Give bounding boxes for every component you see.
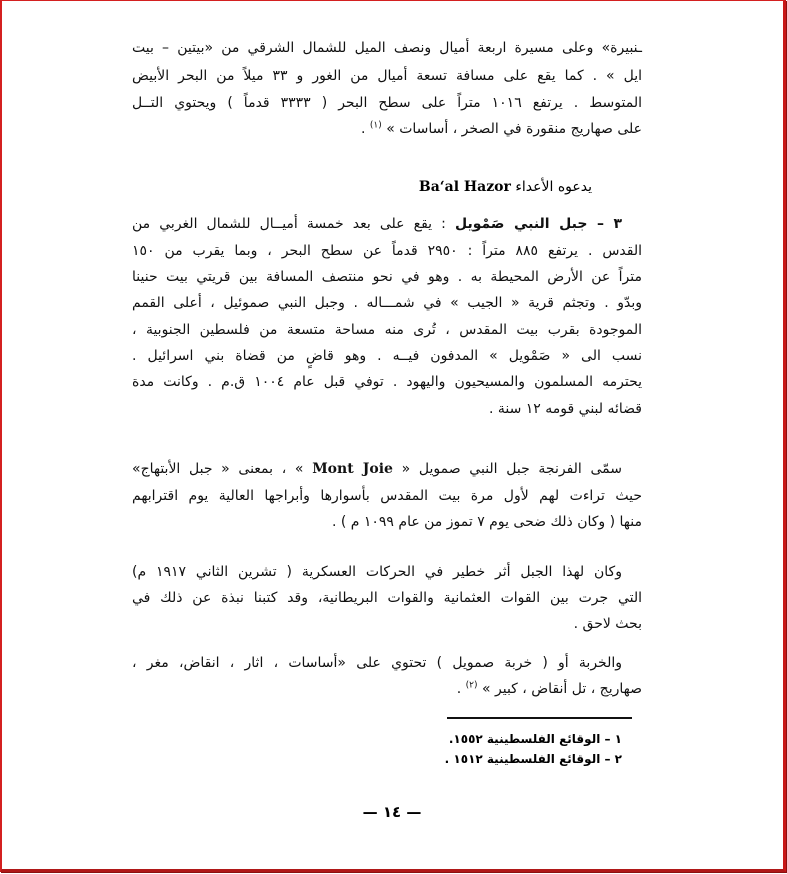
page-number: — ١٤ — xyxy=(362,803,422,821)
text-fragment: صهاريج ، تل أنقاض ، كبير » xyxy=(481,681,642,697)
text-line: القدس . يرتفع ٨٨٥ متراً : ٢٩٥٠ قدماً عن سطح البحر ، وبما يقرب من ١٥٠ xyxy=(132,243,642,259)
enemy-name-line xyxy=(382,176,592,198)
text-line: حيث تراءت لهم لأول مرة بيت المقدس بأسوارها وأبراجها العالية يوم اقترابهم xyxy=(132,488,642,504)
text-line: ايل » . كما يقع على مسافة تسعة أميال من الغور و ٣٣ ميلاً من البحر الأبيض xyxy=(132,68,642,84)
text-line: يحترمه المسلمون والمسيحيون واليهود . توفي قبل عام ١٠٠٤ ق.م . وكانت مدة xyxy=(132,374,643,390)
text-line xyxy=(132,458,622,480)
text-line: نسب الى « صَمْويل » المدفون فيــه . وهو قاضٍ من قضاة بني اسرائيل . xyxy=(132,348,642,364)
text-line: والخربة أو ( خربة صمويل ) تحتوي على «أساسات ، اثار ، انقاض، مغر ، xyxy=(132,655,622,671)
footnote-divider xyxy=(447,717,632,719)
text-line: المتوسط . يرتفع ١٠١٦ متراً على سطح البحر ( ٣٣٣٣ قدماً ) ويحتوي التــل xyxy=(132,95,642,111)
text-line: قضائه لبني قومه ١٢ سنة . xyxy=(488,401,642,417)
section-heading-line xyxy=(132,213,622,235)
enemy-name-latin: Ba‘al Hazor xyxy=(418,179,511,195)
text-line: بحث لاحق . xyxy=(573,616,642,632)
enemy-name-arabic: يدعوه الأعداء xyxy=(515,179,592,195)
text-fragment: سمّى الفرنجة جبل النبي صمويل « xyxy=(401,461,622,477)
text-fragment: . xyxy=(360,121,366,137)
text-fragment: على صهاريج منقورة في الصخر ، أساسات » xyxy=(386,121,642,137)
text-fragment: » ، بمعنى « جبل الأبتهاج» xyxy=(132,461,304,477)
text-line: ـنبيرة» وعلى مسيرة اربعة أميال ونصف الميل للشمال الشرقي من «بيتين – بيت xyxy=(132,40,642,56)
text-line: منها ( وكان ذلك ضحى يوم ٧ تموز من عام ١٠٩٩ م ) . xyxy=(331,514,642,530)
text-fragment: . xyxy=(456,681,462,697)
section-heading: ٣ – جبل النبي صَمْويل xyxy=(454,216,623,232)
text-line: وبدّو . وتجثم قرية « الجيب » في شمـــاله . وجبل النبي صموئيل ، أعلى القمم xyxy=(132,295,642,311)
text-line: الموجودة بقرب بيت المقدس ، تُرى منه مساحة متسعة من فلسطين الجنوبية ، xyxy=(132,322,642,338)
text-line: وكان لهذا الجبل أثر خطير في الحركات العسكرية ( تشرين الثاني ١٩١٧ م) xyxy=(132,564,622,580)
text-line xyxy=(132,118,642,140)
footnote-ref[interactable]: (٢) xyxy=(465,680,478,691)
footnote: ٢ – الوقائع الفلسطينية ١٥١٢ . xyxy=(444,752,622,766)
text-fragment: : يقع على بعد خمسة أميــال للشمال الغربي من xyxy=(132,216,446,232)
latin-term: Mont Joie xyxy=(312,461,393,477)
text-line: متراً عن الأرض المحيطة به . وهو في نحو منتصف المسافة بين قريتي بيت حنينا xyxy=(132,269,642,285)
text-line xyxy=(132,678,642,700)
text-line: التي جرت بين القوات العثمانية والقوات البريطانية، وقد كتبنا نبذة عن ذلك في xyxy=(132,590,642,606)
footnote: ١ – الوقائع الفلسطينية ١٥٥٢. xyxy=(448,732,622,746)
footnote-ref[interactable]: (١) xyxy=(369,120,382,131)
